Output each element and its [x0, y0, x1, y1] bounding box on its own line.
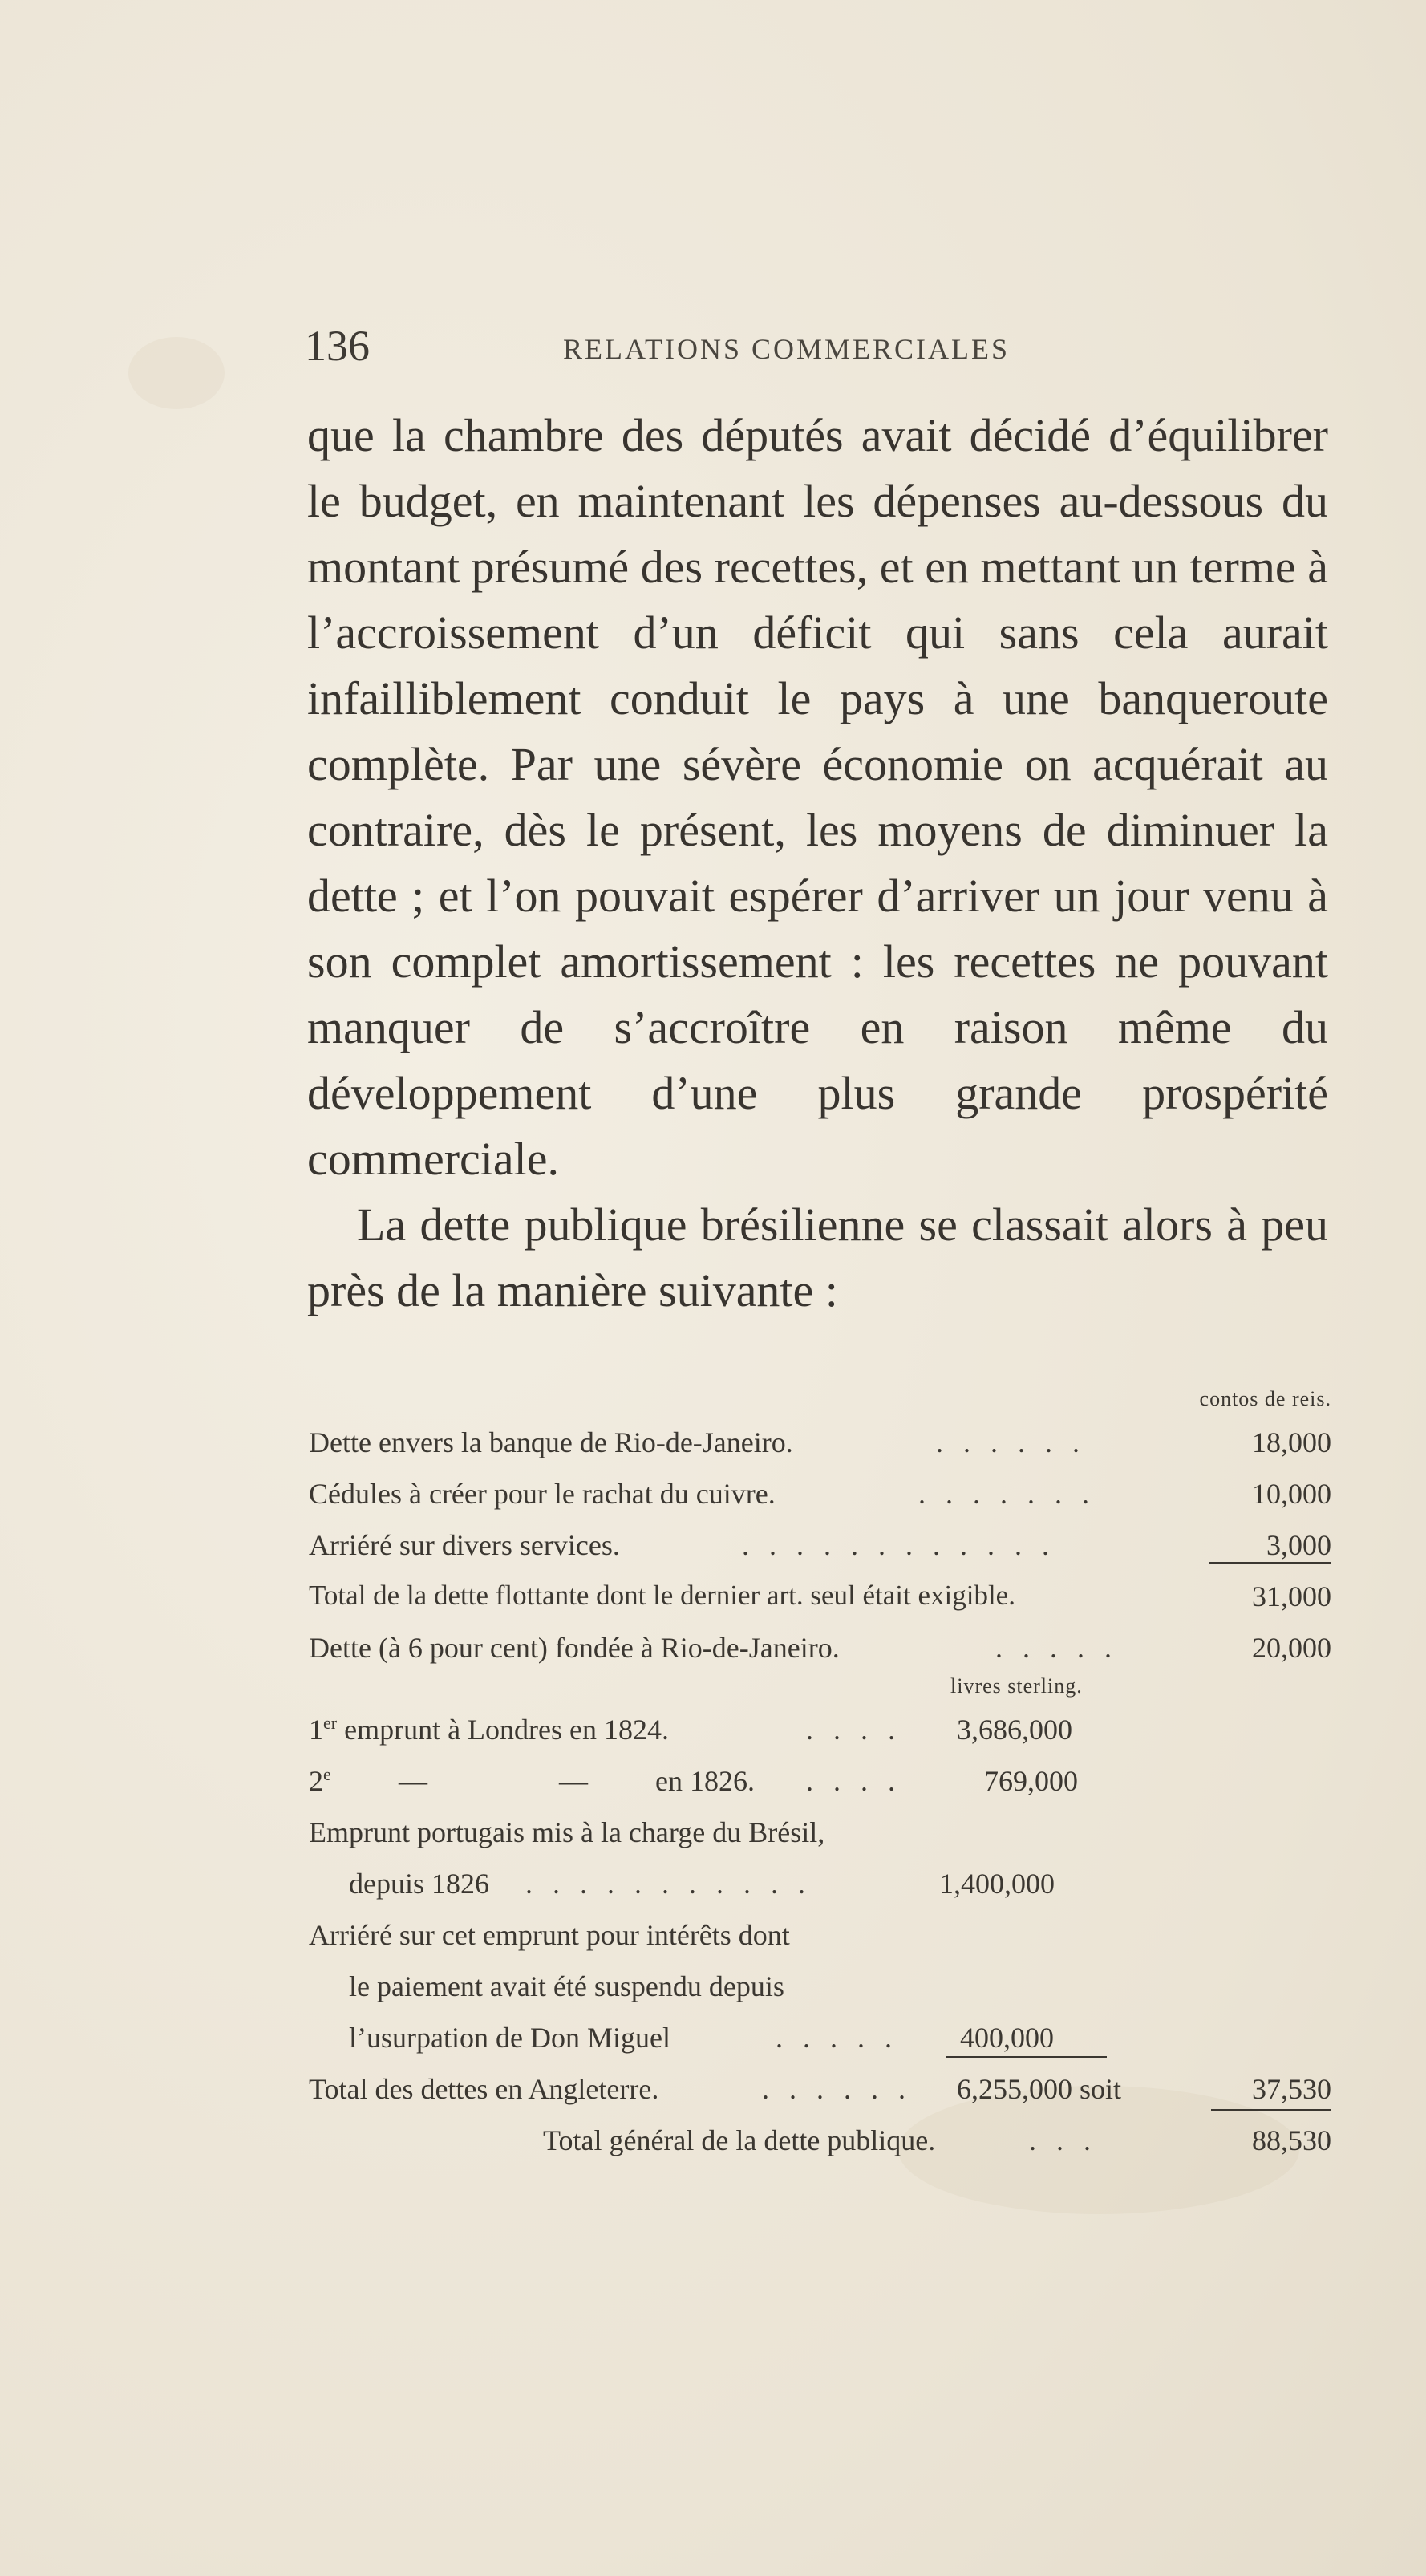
- paragraph: que la chambre des députés avait décidé d’équilibrer le budget, en maintenant les dépenses au-dessous du montant présumé des recettes, et en mettant un terme à l’accroissement d’un déficit qui sans cela aurait infailliblement conduit le pays à une banqueroute complète. Par une sévère économie on acquérait au contraire, dès le présent, les moyens de diminuer la dette ; et l’on pouvait espérer d’arriver un jour venu à son complet amortissement : les recettes ne pouvant manquer de s’accroître en raison même du développement d’une plus grande prospérité commerciale.: [307, 409, 1328, 1185]
- row-label: Arriéré sur cet emprunt pour intérêts dont: [309, 1919, 790, 1951]
- table-row: [309, 1466, 1331, 1517]
- row-amount: 400,000: [960, 2022, 1054, 2054]
- row-label: 1er emprunt à Londres en 1824.: [309, 1713, 669, 1746]
- table-row: [309, 1804, 1331, 1856]
- row-leader: . . . . . . . . . . .: [525, 1868, 812, 1900]
- table-row: [309, 2061, 1331, 2112]
- ditto-mark: —: [399, 1765, 427, 1797]
- row-amount: 769,000: [984, 1765, 1078, 1797]
- running-title: RELATIONS COMMERCIALES: [563, 333, 1011, 365]
- running-head: [305, 321, 1335, 377]
- table-row: [309, 1517, 1331, 1568]
- row-amount: 18,000: [1252, 1426, 1331, 1458]
- row-amount: 31,000: [1252, 1580, 1331, 1613]
- unit-row: [309, 1671, 1331, 1702]
- row-label: Emprunt portugais mis à la charge du Brésil,: [309, 1816, 825, 1848]
- subtotal-rule: [1209, 1562, 1331, 1564]
- row-label: en 1826.: [655, 1765, 755, 1797]
- row-leader: . . . .: [806, 1714, 901, 1746]
- row-amount: 88,530: [1252, 2124, 1331, 2156]
- body-text: [307, 403, 1328, 1324]
- row-leader: . . . . . .: [936, 1426, 1086, 1458]
- row-label: depuis 1826: [349, 1868, 489, 1900]
- row-amount: 1,400,000: [939, 1868, 1055, 1900]
- row-amount: 10,000: [1252, 1478, 1331, 1510]
- row-label: Arriéré sur divers services.: [309, 1529, 620, 1561]
- row-label: Total général de la dette publique.: [543, 2124, 936, 2156]
- row-label: Cédules à créer pour le rachat du cuivre.: [309, 1478, 776, 1510]
- row-amount: 6,255,000 soit: [957, 2073, 1122, 2105]
- unit-livres: livres sterling.: [950, 1674, 1083, 1698]
- page-number: 136: [305, 322, 370, 370]
- row-leader: . . . . . .: [762, 2073, 912, 2105]
- row-label: Dette (à 6 pour cent) fondée à Rio-de-Janeiro.: [309, 1632, 840, 1664]
- row-label: Total des dettes en Angleterre.: [309, 2073, 659, 2105]
- subtotal-rule: [946, 2056, 1107, 2058]
- row-amount: 3,000: [1266, 1529, 1331, 1561]
- row-leader: . . . . . . . . . . . .: [742, 1529, 1055, 1561]
- table-row: [309, 1958, 1331, 2010]
- row-label: Total de la dette flottante dont le dernier art. seul était exigible.: [309, 1580, 1015, 1611]
- table-row: [309, 2010, 1331, 2061]
- row-label: l’usurpation de Don Miguel: [349, 2022, 670, 2054]
- row-label: le paiement avait été suspendu depuis: [349, 1970, 784, 2002]
- row-leader: . . . .: [806, 1765, 901, 1797]
- paper-stain: [128, 337, 225, 409]
- row-contos: 37,530: [1252, 2073, 1331, 2105]
- ditto-mark: —: [559, 1765, 588, 1797]
- unit-row: [309, 1384, 1331, 1414]
- paragraph: La dette publique brésilienne se classait alors à peu près de la manière suivante :: [307, 1199, 1328, 1316]
- row-label: Dette envers la banque de Rio-de-Janeiro.: [309, 1426, 793, 1458]
- total-rule: [1211, 2109, 1331, 2111]
- table-row: [309, 2112, 1331, 2164]
- table-row: [309, 1620, 1331, 1671]
- row-leader: . . . . .: [776, 2022, 898, 2054]
- row-amount: 3,686,000: [957, 1714, 1072, 1746]
- table-row: [309, 1702, 1331, 1753]
- table-row: [309, 1856, 1331, 1907]
- table-row: [309, 1568, 1331, 1620]
- debt-table: [309, 1384, 1331, 2164]
- table-row: [309, 1753, 1331, 1804]
- row-leader: . . . . . . .: [918, 1478, 1096, 1510]
- row-label: 2e: [309, 1764, 331, 1797]
- table-row: [309, 1414, 1331, 1466]
- row-amount: 20,000: [1252, 1632, 1331, 1664]
- row-leader: . . . . .: [995, 1632, 1118, 1664]
- table-row: [309, 1907, 1331, 1958]
- row-leader: . . .: [1029, 2124, 1097, 2156]
- unit-contos: contos de reis.: [1199, 1387, 1331, 1410]
